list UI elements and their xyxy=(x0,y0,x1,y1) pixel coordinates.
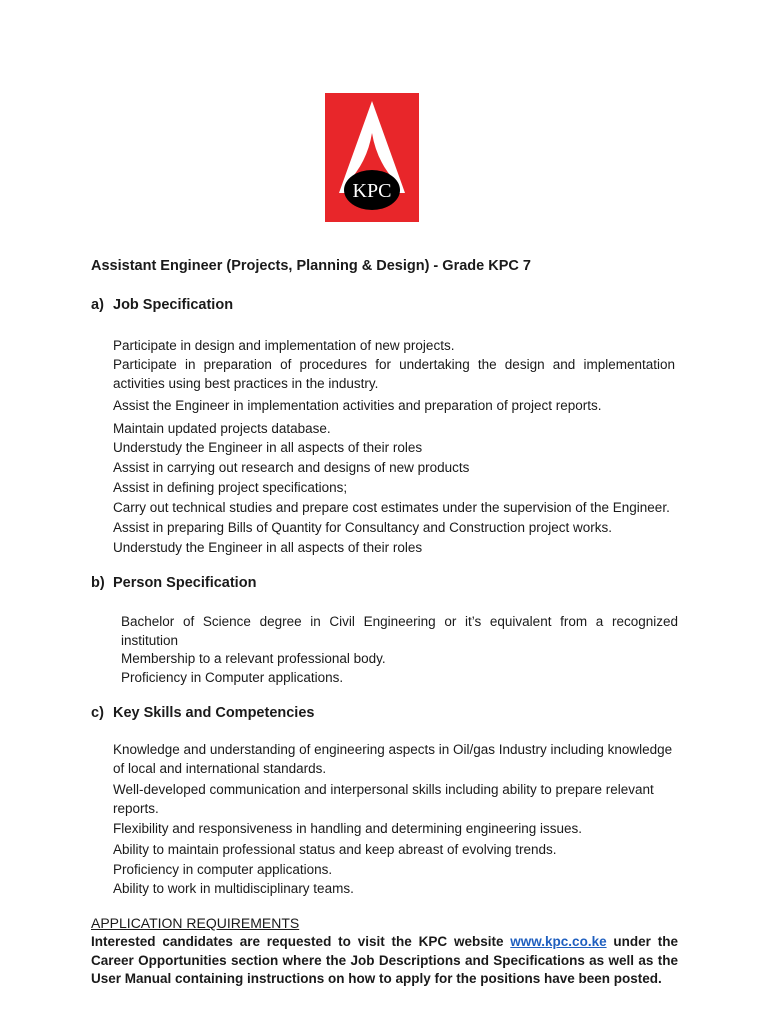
item-text: Proficiency in computer applications. xyxy=(113,862,333,877)
section-letter: b) xyxy=(91,575,105,591)
item-text: Bachelor of Science degree in Civil Engineering or it’s equivalent from a recognized institution xyxy=(121,614,678,648)
item-text: Understudy the Engineer in all aspects of their roles xyxy=(113,540,423,555)
item-text: Assist in preparing Bills of Quantity for Consultancy and Construction project works. xyxy=(113,520,612,535)
kpc-logo-graphic xyxy=(325,93,419,222)
application-text-before-link: Interested candidates are requested to visit the KPC website xyxy=(91,934,511,949)
application-requirements-text xyxy=(91,933,678,989)
section-letter: a) xyxy=(91,297,104,313)
item-text: Participate in design and implementation of new projects. xyxy=(113,338,455,353)
item-text: Maintain updated projects database. xyxy=(113,421,331,436)
item-text: Carry out technical studies and prepare cost estimates under the supervision of the Engineer. xyxy=(113,500,670,515)
item-text: Assist the Engineer in implementation activities and preparation of project reports. xyxy=(113,398,602,413)
application-requirements-title: APPLICATION REQUIREMENTS xyxy=(91,915,300,931)
item-text: Assist in defining project specifications; xyxy=(113,480,348,495)
item-text: Assist in carrying out research and designs of new products xyxy=(113,460,470,475)
item-text: Understudy the Engineer in all aspects of their roles xyxy=(113,440,423,455)
item-text: Participate in preparation of procedures for undertaking the design and implementation activities using best practices in the industry. xyxy=(113,357,675,391)
application-text-after-link: under the Career Opportunities section where the Job Descriptions and Specifications as well as the User Manual containing instructions on how to apply for the positions have been posted. xyxy=(91,934,678,986)
item-text: Ability to work in multidisciplinary teams. xyxy=(113,881,354,896)
section-title: Key Skills and Competencies xyxy=(113,705,315,721)
kpc-website-link[interactable]: www.kpc.co.ke xyxy=(510,934,607,949)
job-title: Assistant Engineer (Projects, Planning & Design) - Grade KPC 7 xyxy=(91,258,531,274)
section-title: Job Specification xyxy=(113,297,234,313)
section-heading-key-skills xyxy=(91,705,314,721)
section-heading-person-specification xyxy=(91,575,256,591)
item-text: Membership to a relevant professional body. xyxy=(121,651,386,666)
item-text: Ability to maintain professional status and keep abreast of evolving trends. xyxy=(113,842,557,857)
logo-text: KPC xyxy=(352,180,392,202)
section-title: Person Specification xyxy=(113,575,257,591)
kpc-logo xyxy=(325,93,419,222)
item-text: Proficiency in Computer applications. xyxy=(121,670,344,685)
item-text: Well-developed communication and interpersonal skills including ability to prepare relevant reports. xyxy=(113,782,654,816)
item-text: Knowledge and understanding of engineering aspects in Oil/gas Industry including knowledge of local and international standards. xyxy=(113,742,673,776)
section-heading-job-specification xyxy=(91,297,233,313)
section-letter: c) xyxy=(91,705,104,721)
item-text: Flexibility and responsiveness in handling and determining engineering issues. xyxy=(113,821,583,836)
